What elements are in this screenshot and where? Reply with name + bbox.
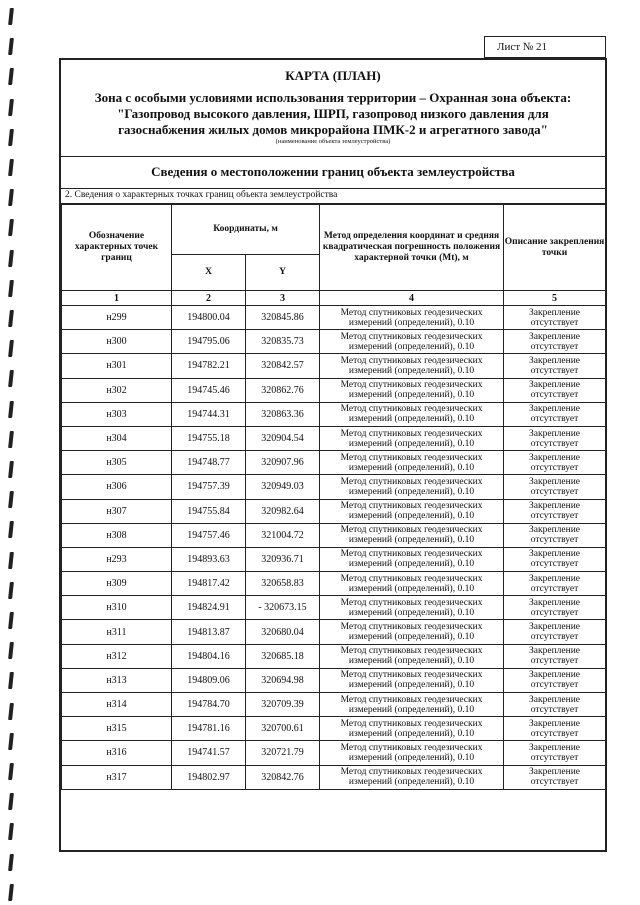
method-line-2: измерений (определений), 0.10 [348, 632, 475, 643]
coordinate-x: 194757.46 [172, 523, 246, 547]
method-cell [320, 451, 504, 475]
description-line-1: Закрепление [529, 694, 580, 705]
binding-hole [8, 310, 14, 327]
boundary-points-table [61, 204, 606, 790]
point-designation: н312 [62, 644, 172, 668]
coordinate-y: 320709.39 [246, 693, 320, 717]
method-line-1: Метод спутниковых геодезических [340, 742, 483, 753]
method-line-2: измерений (определений), 0.10 [348, 486, 475, 497]
binding-hole [8, 280, 14, 297]
method-line-1: Метод спутниковых геодезических [340, 355, 483, 366]
table-row [62, 378, 606, 402]
description-line-2: отсутствует [530, 559, 579, 570]
header-description: Описание закрепления точки [504, 205, 606, 291]
coordinate-y: 320842.57 [246, 354, 320, 378]
method-cell [320, 330, 504, 354]
column-number: 1 [62, 291, 172, 306]
description-cell [504, 451, 606, 475]
method-cell [320, 523, 504, 547]
table-row [62, 668, 606, 692]
header-method: Метод определения координат и средняя квадратическая погрешность положения характерной точки (Mt), м [320, 205, 504, 291]
object-name [61, 90, 605, 138]
table-row [62, 330, 606, 354]
method-line-1: Метод спутниковых геодезических [340, 549, 483, 560]
table-row [62, 717, 606, 741]
binding-hole [8, 68, 14, 85]
method-line-2: измерений (определений), 0.10 [348, 341, 475, 352]
column-number: 5 [504, 291, 606, 306]
method-cell [320, 668, 504, 692]
table-row [62, 644, 606, 668]
table-row [62, 547, 606, 571]
point-designation: н305 [62, 451, 172, 475]
binding-holes [0, 0, 26, 905]
description-line-2: отсутствует [530, 438, 579, 449]
coordinate-y: 320694.98 [246, 668, 320, 692]
column-number-row [62, 291, 606, 306]
table-row [62, 572, 606, 596]
description-cell [504, 668, 606, 692]
description-line-2: отсутствует [530, 390, 579, 401]
binding-hole [8, 582, 14, 599]
coordinate-x: 194755.18 [172, 426, 246, 450]
binding-hole [8, 401, 14, 418]
method-cell [320, 306, 504, 330]
description-line-1: Закрепление [529, 573, 580, 584]
binding-hole [8, 340, 14, 357]
description-line-1: Закрепление [529, 670, 580, 681]
point-designation: н304 [62, 426, 172, 450]
method-cell [320, 426, 504, 450]
point-designation: н315 [62, 717, 172, 741]
description-line-2: отсутствует [530, 607, 579, 618]
header-y: Y [246, 255, 320, 291]
binding-hole [8, 733, 14, 750]
coordinate-x: 194795.06 [172, 330, 246, 354]
method-line-2: измерений (определений), 0.10 [348, 438, 475, 449]
coordinate-x: 194748.77 [172, 451, 246, 475]
table-row [62, 499, 606, 523]
method-cell [320, 572, 504, 596]
coordinate-y: 320835.73 [246, 330, 320, 354]
binding-hole [8, 612, 14, 629]
point-designation: н307 [62, 499, 172, 523]
description-cell [504, 693, 606, 717]
binding-hole [8, 793, 14, 810]
table-row [62, 596, 606, 620]
description-cell [504, 378, 606, 402]
coordinate-y: 320863.36 [246, 402, 320, 426]
method-cell [320, 378, 504, 402]
binding-hole [8, 8, 14, 25]
description-line-1: Закрепление [529, 742, 580, 753]
description-cell [504, 523, 606, 547]
sheet-number-label [484, 36, 606, 58]
coordinate-y: 320700.61 [246, 717, 320, 741]
coordinate-y: 320721.79 [246, 741, 320, 765]
description-line-2: отсутствует [530, 583, 579, 594]
description-cell [504, 426, 606, 450]
description-cell [504, 620, 606, 644]
method-line-1: Метод спутниковых геодезических [340, 670, 483, 681]
point-designation: н301 [62, 354, 172, 378]
description-line-2: отсутствует [530, 511, 579, 522]
description-line-1: Закрепление [529, 404, 580, 415]
method-cell [320, 741, 504, 765]
point-designation: н300 [62, 330, 172, 354]
binding-hole [8, 672, 14, 689]
column-number: 4 [320, 291, 504, 306]
coordinate-y: - 320673.15 [246, 596, 320, 620]
binding-hole [8, 823, 14, 840]
coordinate-x: 194802.97 [172, 765, 246, 789]
coordinate-y: 320907.96 [246, 451, 320, 475]
description-line-1: Закрепление [529, 428, 580, 439]
description-cell [504, 402, 606, 426]
method-line-1: Метод спутниковых геодезических [340, 428, 483, 439]
object-name-caption: (наименование объекта землеустройства) [275, 138, 391, 145]
point-designation: н306 [62, 475, 172, 499]
binding-hole [8, 189, 14, 206]
method-line-2: измерений (определений), 0.10 [348, 752, 475, 763]
binding-hole [8, 854, 14, 871]
method-cell [320, 693, 504, 717]
method-line-1: Метод спутниковых геодезических [340, 767, 483, 778]
binding-hole [8, 431, 14, 448]
method-cell [320, 717, 504, 741]
method-line-1: Метод спутниковых геодезических [340, 718, 483, 729]
point-designation: н317 [62, 765, 172, 789]
column-number: 3 [246, 291, 320, 306]
method-line-2: измерений (определений), 0.10 [348, 511, 475, 522]
description-line-2: отсутствует [530, 752, 579, 763]
method-line-1: Метод спутниковых геодезических [340, 307, 483, 318]
coordinate-x: 194809.06 [172, 668, 246, 692]
method-line-2: измерений (определений), 0.10 [348, 317, 475, 328]
binding-hole [8, 763, 14, 780]
description-line-1: Закрепление [529, 767, 580, 778]
coordinate-x: 194804.16 [172, 644, 246, 668]
coordinate-x: 194784.70 [172, 693, 246, 717]
binding-hole [8, 99, 14, 116]
description-line-1: Закрепление [529, 380, 580, 391]
point-designation: н302 [62, 378, 172, 402]
object-name-line-3: газоснабжения жилых домов микрорайона ПМК-2 и агрегатного завода" [118, 122, 548, 137]
description-cell [504, 741, 606, 765]
header-x: X [172, 255, 246, 291]
method-line-2: измерений (определений), 0.10 [348, 365, 475, 376]
method-line-2: измерений (определений), 0.10 [348, 559, 475, 570]
binding-hole [8, 884, 14, 901]
method-line-1: Метод спутниковых геодезических [340, 525, 483, 536]
title-block [61, 60, 605, 157]
binding-hole [8, 521, 14, 538]
coordinate-y: 320658.83 [246, 572, 320, 596]
object-name-line-1: Зона с особыми условиями использования территории – Охранная зона объекта: [94, 90, 572, 105]
description-cell [504, 306, 606, 330]
point-designation: н316 [62, 741, 172, 765]
binding-hole [8, 552, 14, 569]
binding-hole [8, 703, 14, 720]
binding-hole [8, 461, 14, 478]
binding-hole [8, 129, 14, 146]
table-row [62, 426, 606, 450]
coordinate-y: 320845.86 [246, 306, 320, 330]
table-row [62, 620, 606, 644]
coordinate-x: 194745.46 [172, 378, 246, 402]
point-designation: н311 [62, 620, 172, 644]
description-line-2: отсутствует [530, 317, 579, 328]
method-cell [320, 499, 504, 523]
binding-hole [8, 250, 14, 267]
method-line-1: Метод спутниковых геодезических [340, 404, 483, 415]
coordinate-y: 320936.71 [246, 547, 320, 571]
method-line-2: измерений (определений), 0.10 [348, 583, 475, 594]
description-line-1: Закрепление [529, 525, 580, 536]
description-line-2: отсутствует [530, 632, 579, 643]
description-line-2: отсутствует [530, 414, 579, 425]
method-line-2: измерений (определений), 0.10 [348, 414, 475, 425]
description-line-1: Закрепление [529, 622, 580, 633]
method-cell [320, 644, 504, 668]
coordinate-x: 194741.57 [172, 741, 246, 765]
binding-hole [8, 642, 14, 659]
table-row [62, 451, 606, 475]
table-row [62, 523, 606, 547]
method-line-2: измерений (определений), 0.10 [348, 680, 475, 691]
description-line-2: отсутствует [530, 777, 579, 788]
description-cell [504, 499, 606, 523]
description-line-1: Закрепление [529, 331, 580, 342]
method-line-2: измерений (определений), 0.10 [348, 390, 475, 401]
method-cell [320, 620, 504, 644]
method-line-2: измерений (определений), 0.10 [348, 656, 475, 667]
subsection-title: 2. Сведения о характерных точках границ объекта землеустройства [61, 188, 605, 204]
table-row [62, 306, 606, 330]
binding-hole [8, 370, 14, 387]
method-cell [320, 475, 504, 499]
description-line-1: Закрепление [529, 476, 580, 487]
description-line-2: отсутствует [530, 462, 579, 473]
description-line-1: Закрепление [529, 501, 580, 512]
method-line-2: измерений (определений), 0.10 [348, 607, 475, 618]
binding-hole [8, 219, 14, 236]
section-title: Сведения о местоположении границ объекта землеустройства [61, 156, 605, 189]
coordinate-y: 320982.64 [246, 499, 320, 523]
coordinate-y: 320680.04 [246, 620, 320, 644]
point-designation: н308 [62, 523, 172, 547]
description-line-2: отсутствует [530, 704, 579, 715]
description-line-1: Закрепление [529, 597, 580, 608]
point-designation: н293 [62, 547, 172, 571]
method-line-1: Метод спутниковых геодезических [340, 597, 483, 608]
header-coordinates: Координаты, м [172, 205, 320, 255]
method-line-1: Метод спутниковых геодезических [340, 476, 483, 487]
method-line-1: Метод спутниковых геодезических [340, 694, 483, 705]
coordinate-x: 194824.91 [172, 596, 246, 620]
description-line-1: Закрепление [529, 307, 580, 318]
document-heading: КАРТА (ПЛАН) [285, 68, 381, 83]
method-cell [320, 402, 504, 426]
description-line-1: Закрепление [529, 646, 580, 657]
method-line-1: Метод спутниковых геодезических [340, 380, 483, 391]
description-cell [504, 572, 606, 596]
coordinate-y: 320904.54 [246, 426, 320, 450]
description-line-2: отсутствует [530, 365, 579, 376]
description-line-2: отсутствует [530, 728, 579, 739]
method-line-1: Метод спутниковых геодезических [340, 452, 483, 463]
point-designation: н314 [62, 693, 172, 717]
method-line-2: измерений (определений), 0.10 [348, 728, 475, 739]
description-cell [504, 596, 606, 620]
coordinate-x: 194817.42 [172, 572, 246, 596]
coordinate-y: 320685.18 [246, 644, 320, 668]
description-line-2: отсутствует [530, 535, 579, 546]
table-row [62, 765, 606, 789]
description-line-2: отсутствует [530, 680, 579, 691]
method-cell [320, 547, 504, 571]
method-line-2: измерений (определений), 0.10 [348, 462, 475, 473]
method-line-1: Метод спутниковых геодезических [340, 331, 483, 342]
description-line-1: Закрепление [529, 355, 580, 366]
point-designation: н303 [62, 402, 172, 426]
coordinate-x: 194757.39 [172, 475, 246, 499]
coordinate-x: 194893.63 [172, 547, 246, 571]
binding-hole [8, 159, 14, 176]
coordinate-y: 320862.76 [246, 378, 320, 402]
method-line-2: измерений (определений), 0.10 [348, 535, 475, 546]
header-designation: Обозначение характерных точек границ [62, 205, 172, 291]
binding-hole [8, 38, 14, 55]
description-line-1: Закрепление [529, 549, 580, 560]
method-line-1: Метод спутниковых геодезических [340, 501, 483, 512]
description-line-2: отсутствует [530, 656, 579, 667]
description-cell [504, 644, 606, 668]
description-cell [504, 330, 606, 354]
description-cell [504, 765, 606, 789]
method-cell [320, 354, 504, 378]
object-name-line-2: "Газопровод высокого давления, ШРП, газопровод низкого давления для [117, 106, 549, 121]
description-line-1: Закрепление [529, 452, 580, 463]
description-line-2: отсутствует [530, 341, 579, 352]
table-row [62, 354, 606, 378]
point-designation: н310 [62, 596, 172, 620]
method-line-1: Метод спутниковых геодезических [340, 573, 483, 584]
description-cell [504, 547, 606, 571]
coordinate-x: 194800.04 [172, 306, 246, 330]
method-line-2: измерений (определений), 0.10 [348, 777, 475, 788]
method-line-2: измерений (определений), 0.10 [348, 704, 475, 715]
method-line-1: Метод спутниковых геодезических [340, 622, 483, 633]
document-frame [59, 58, 607, 852]
column-number: 2 [172, 291, 246, 306]
method-cell [320, 765, 504, 789]
coordinate-y: 320949.03 [246, 475, 320, 499]
coordinate-x: 194744.31 [172, 402, 246, 426]
coordinate-x: 194813.87 [172, 620, 246, 644]
coordinate-x: 194755.84 [172, 499, 246, 523]
coordinate-x: 194781.16 [172, 717, 246, 741]
sheet-number-text: Лист № 21 [497, 41, 548, 53]
method-line-1: Метод спутниковых геодезических [340, 646, 483, 657]
table-row [62, 402, 606, 426]
binding-hole [8, 491, 14, 508]
description-cell [504, 354, 606, 378]
coordinate-x: 194782.21 [172, 354, 246, 378]
table-row [62, 693, 606, 717]
coordinate-y: 321004.72 [246, 523, 320, 547]
table-row [62, 475, 606, 499]
description-line-2: отсутствует [530, 486, 579, 497]
method-cell [320, 596, 504, 620]
description-cell [504, 475, 606, 499]
point-designation: н313 [62, 668, 172, 692]
point-designation: н299 [62, 306, 172, 330]
description-cell [504, 717, 606, 741]
coordinate-y: 320842.76 [246, 765, 320, 789]
description-line-1: Закрепление [529, 718, 580, 729]
point-designation: н309 [62, 572, 172, 596]
table-row [62, 741, 606, 765]
